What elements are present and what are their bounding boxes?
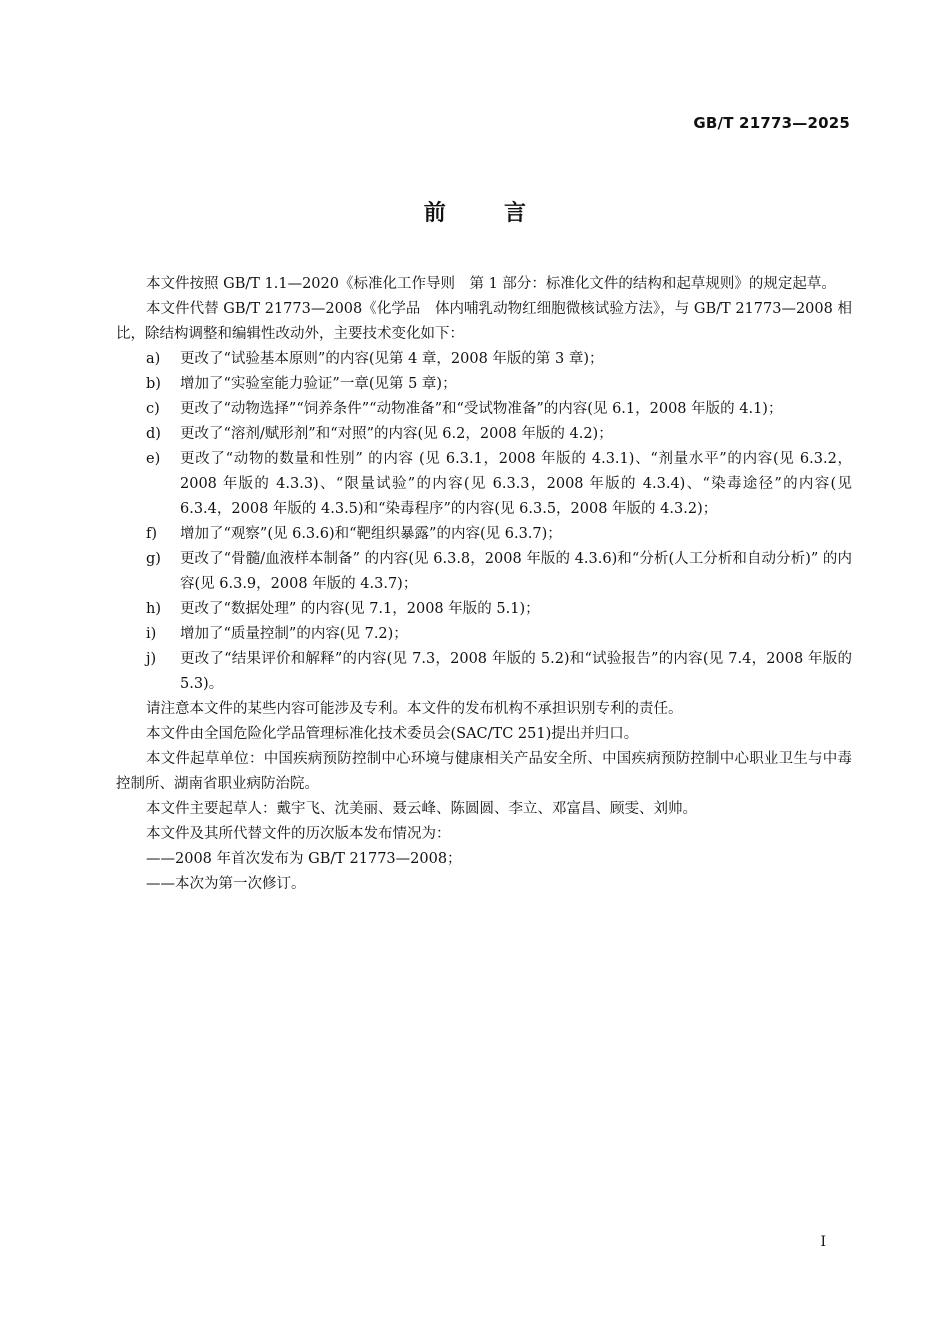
list-item-text: 更改了“溶剂/赋形剂”和“对照”的内容(见 6.2，2008 年版的 4.2)； — [180, 426, 613, 442]
standard-code: GB/T 21773—2025 — [693, 114, 850, 132]
list-item — [116, 622, 852, 647]
list-marker: b) — [146, 376, 161, 392]
list-marker: h) — [146, 601, 161, 617]
list-item — [116, 447, 852, 522]
list-marker: a) — [146, 351, 161, 367]
paragraph-drafting-units: 本文件起草单位：中国疾病预防控制中心环境与健康相关产品安全所、中国疾病预防控制中心职业卫生与中毒控制所、湖南省职业病防治院。 — [116, 751, 852, 792]
list-item-text: 更改了“骨髓/血液样本制备” 的内容(见 6.3.8，2008 年版的 4.3.6)和“分析(人工分析和自动分析)” 的内容(见 6.3.9，2008 年版的 4.3.7)； — [180, 551, 852, 592]
foreword-body — [116, 272, 852, 897]
title-char-2: 言 — [504, 201, 527, 226]
list-item — [116, 522, 852, 547]
paragraph-patent-notice: 请注意本文件的某些内容可能涉及专利。本文件的发布机构不承担识别专利的责任。 — [146, 701, 683, 717]
list-marker: c) — [146, 401, 160, 417]
paragraph-drafting-rules: 本文件按照 GB/T 1.1—2020《标准化工作导则 第 1 部分：标准化文件的结构和起草规则》的规定起草。 — [146, 276, 836, 292]
list-item — [116, 647, 852, 697]
list-item-text: 更改了“数据处理” 的内容(见 7.1，2008 年版的 5.1)； — [180, 601, 540, 617]
list-item — [116, 347, 852, 372]
list-marker: j) — [146, 651, 157, 667]
paragraph-drafters: 本文件主要起草人：戴宇飞、沈美丽、聂云峰、陈圆圆、李立、邓富昌、顾雯、刘帅。 — [146, 801, 697, 817]
list-item-text: 更改了“结果评价和解释”的内容(见 7.3，2008 年版的 5.2)和“试验报告”的内容(见 7.4，2008 年版的 5.3)。 — [180, 651, 852, 692]
list-item — [116, 372, 852, 397]
page-title — [0, 196, 950, 227]
list-item-text: 增加了“观察”(见 6.3.6)和“靶组织暴露”的内容(见 6.3.7)； — [180, 526, 562, 542]
list-item-text: 更改了“动物选择”“饲养条件”“动物准备”和“受试物准备”的内容(见 6.1，2008 年版的 4.1)； — [180, 401, 783, 417]
list-item — [116, 547, 852, 597]
list-item-text: 更改了“动物的数量和性别” 的内容 (见 6.3.1，2008 年版的 4.3.1)、“剂量水平”的内容(见 6.3.2，2008 年版的 4.3.3)、“限量试验”的内容(见 6.3.3，2008 年版的 4.3.4)、“染毒途径”的内容(见 6.3.4，2008 年版的 4.3.5)和“染毒程序”的内容(见 6.3.5，2008 年版的 4.3.2)； — [180, 451, 852, 517]
list-item-text: 更改了“试验基本原则”的内容(见第 4 章，2008 年版的第 3 章)； — [180, 351, 604, 367]
changes-list — [116, 347, 852, 697]
list-item-text: 增加了“实验室能力验证”一章(见第 5 章)； — [180, 376, 457, 392]
list-marker: f) — [146, 526, 158, 542]
list-marker: d) — [146, 426, 161, 442]
list-marker: i) — [146, 626, 157, 642]
title-char-1: 前 — [423, 201, 446, 226]
paragraph-committee: 本文件由全国危险化学品管理标准化技术委员会(SAC/TC 251)提出并归口。 — [146, 726, 639, 742]
paragraph-version-history: 本文件及其所代替文件的历次版本发布情况为： — [146, 826, 451, 842]
history-item: ——2008 年首次发布为 GB/T 21773—2008； — [146, 851, 462, 867]
list-item-text: 增加了“质量控制”的内容(见 7.2)； — [180, 626, 408, 642]
list-item — [116, 422, 852, 447]
list-item — [116, 597, 852, 622]
list-marker: e) — [146, 451, 161, 467]
paragraph-replacement: 本文件代替 GB/T 21773—2008《化学品 体内哺乳动物红细胞微核试验方法》，与 GB/T 21773—2008 相比，除结构调整和编辑性改动外，主要技术变化如下： — [116, 301, 852, 342]
list-item — [116, 397, 852, 422]
list-marker: g) — [146, 551, 161, 567]
history-item: ——本次为第一次修订。 — [146, 876, 306, 892]
page-number: I — [820, 1234, 826, 1250]
